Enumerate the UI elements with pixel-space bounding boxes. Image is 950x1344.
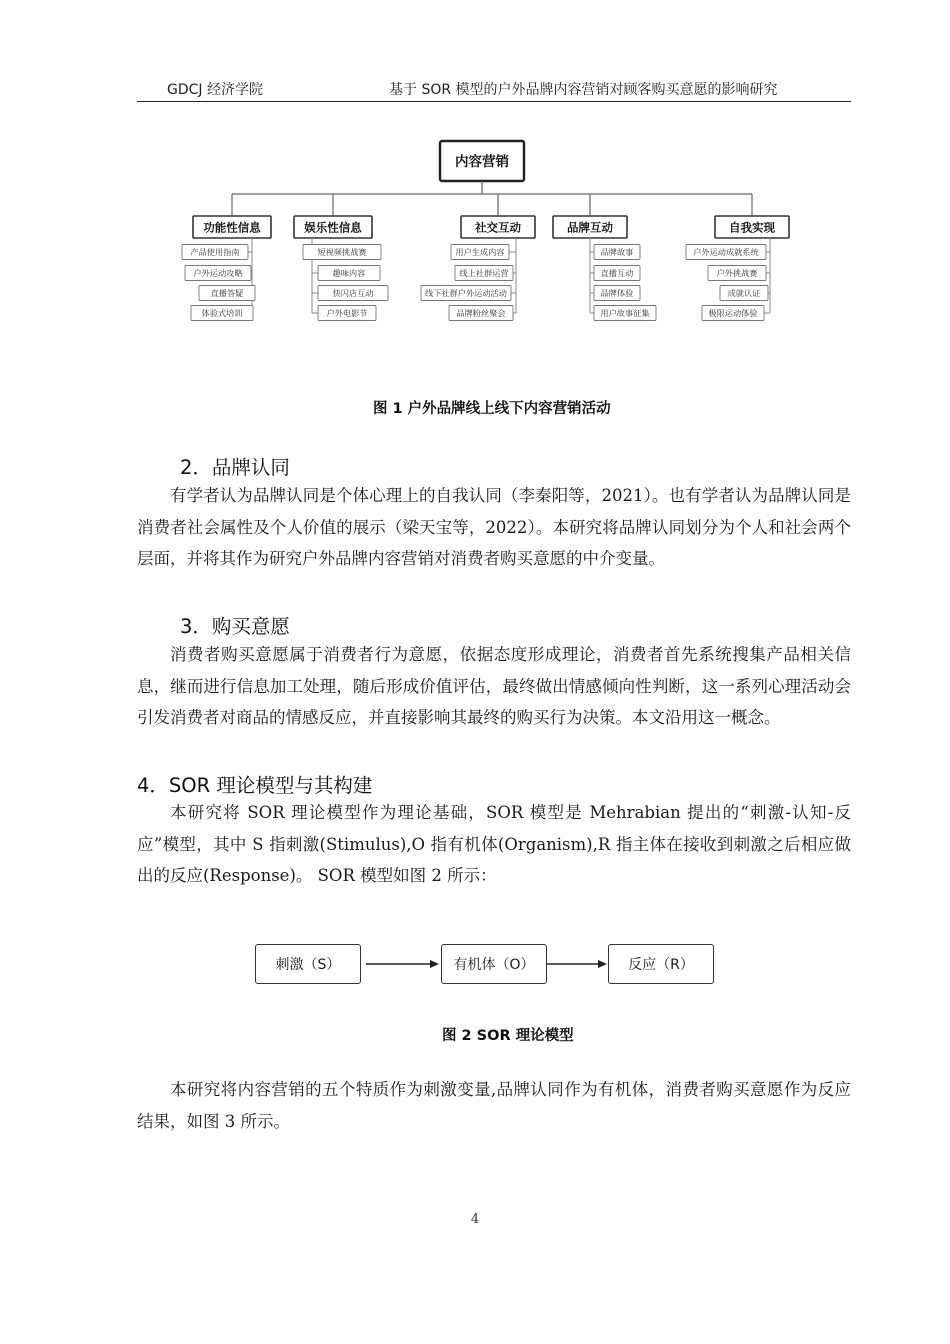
section-3-heading: 3．购买意愿: [180, 615, 290, 638]
section-3-text: 消费者购买意愿属于消费者行为意愿，依据态度形成理论，消费者首先系统搜集产品相关信息，继而进行信息加工处理，随后形成价值评估，最终做出情感倾向性判断，这一系列心理活动会引发消费者对商品的情感反应，并直接影响其最终的购买行为决策。本文沿用这一概念。: [137, 645, 851, 727]
item-label: 快闪店互动: [332, 288, 374, 299]
sor-box-stimulus: 刺激（S）: [255, 944, 361, 984]
group-label: 品牌互动: [567, 220, 613, 235]
item-label: 户外挑战赛: [716, 268, 758, 279]
item-label: 极限运动体验: [708, 308, 758, 319]
item-label: 品牌体验: [600, 288, 634, 299]
item-label: 用户生成内容: [455, 247, 505, 258]
item-label: 户外电影节: [326, 308, 368, 319]
page-number: 4: [470, 1212, 480, 1227]
sor-box-organism: 有机体（O）: [441, 944, 547, 984]
item-label: 用户故事征集: [600, 308, 650, 319]
section-2-paragraph: [137, 480, 851, 575]
item-label: 短视频挑战赛: [317, 247, 367, 258]
header-right: 基于 SOR 模型的户外品牌内容营销对顾客购买意愿的影响研究: [389, 82, 778, 98]
section-2-heading: 2．品牌认同: [180, 456, 290, 479]
item-label: 户外运动成就系统: [693, 247, 759, 258]
figure-1-diagram: [170, 135, 810, 330]
closing-text: 本研究将内容营销的五个特质作为刺激变量,品牌认同作为有机体，消费者购买意愿作为反应结果，如图 3 所示。: [137, 1080, 851, 1131]
section-3-paragraph: [137, 639, 851, 734]
figure-2-diagram: [255, 944, 715, 984]
figure-2-caption: 图 2 SOR 理论模型: [442, 1028, 574, 1044]
group-label: 娱乐性信息: [304, 220, 362, 235]
root-label: 内容营销: [455, 154, 509, 170]
section-4-text: 本研究将 SOR 理论模型作为理论基础，SOR 模型是 Mehrabian 提出的“刺激-认知-反应”模型，其中 S 指刺激(Stimulus),O 指有机体(Organism),R 指主体在接收到刺激之后相应做出的反应(Response)。 SOR 模型如图 2 所示：: [137, 803, 851, 885]
closing-paragraph: [137, 1074, 851, 1137]
item-label: 体验式培训: [201, 308, 243, 319]
figure-1-caption: 图 1 户外品牌线上线下内容营销活动: [373, 401, 611, 417]
section-4-paragraph: [137, 797, 851, 892]
item-label: 产品使用指南: [190, 247, 240, 258]
sor-arrow-1: [363, 954, 443, 974]
item-label: 线上社群运营: [459, 268, 509, 279]
header-rule: [137, 101, 851, 102]
section-2-text: 有学者认为品牌认同是个体心理上的自我认同（李秦阳等，2021）。也有学者认为品牌认同是消费者社会属性及个人价值的展示（梁天宝等，2022）。本研究将品牌认同划分为个人和社会两个层面，并将其作为研究户外品牌内容营销对消费者购买意愿的中介变量。: [137, 486, 851, 568]
header-left: GDCJ 经济学院: [167, 82, 263, 98]
group-label: 自我实现: [729, 220, 775, 235]
item-label: 趣味内容: [332, 268, 366, 279]
group-label: 社交互动: [475, 220, 521, 235]
sor-box-response: 反应（R）: [608, 944, 714, 984]
item-label: 品牌故事: [600, 247, 634, 258]
item-label: 户外运动攻略: [193, 268, 243, 279]
item-label: 成就认证: [727, 288, 761, 299]
item-label: 线下社群户外运动活动: [425, 288, 507, 299]
item-label: 直播答疑: [210, 288, 244, 299]
sor-arrow-2: [545, 954, 613, 974]
item-label: 直播互动: [600, 268, 634, 279]
group-label: 功能性信息: [203, 220, 261, 235]
section-4-heading: 4．SOR 理论模型与其构建: [137, 774, 373, 797]
item-label: 品牌粉丝聚会: [456, 308, 506, 319]
